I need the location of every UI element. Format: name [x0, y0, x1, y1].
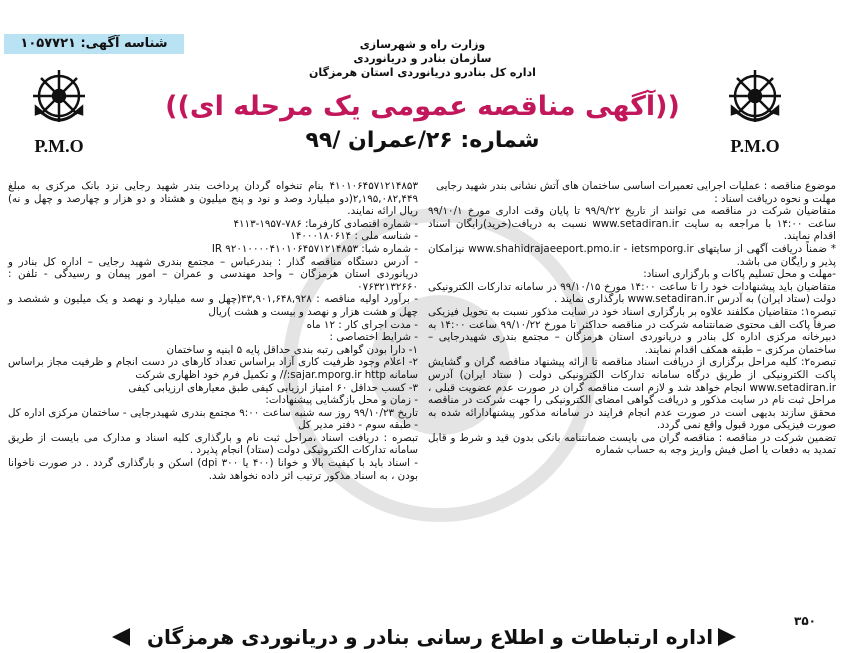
- left-paragraph: - مدت اجرای کار : ۱۲ ماه: [306, 318, 418, 331]
- tender-number: شماره: ۲۶/عمران /۹۹: [305, 128, 540, 153]
- ad-code-label: شناسه آگهی: ۱۰۵۷۷۲۱: [4, 34, 184, 54]
- right-paragraph: تبصره۱: متقاضیان مکلفند علاوه بر بارگزاری اسناد خود در سایت مذکور نسبت به تحویل فیزیکی صرفاً پاکت الف محتوی ضمانتنامه شرکت در مناقصه حداکثر تا مورخ ۹۹/۱۰/۲۲ ساعت ۱۴:۰۰ به دبیرخانه مرکزی اداره کل بنادر و دریانوردی استان هرمزگان – مجتمع بندری شهیدرجایی – ساختمان مرکزی – طبقه همکف اقدام نمایند.: [428, 305, 836, 356]
- organization-name: سازمان بنادر و دریانوردی: [353, 52, 492, 65]
- right-paragraph: موضوع مناقصه : عملیات اجرایی تعمیرات اساسی ساختمان های آتش نشانی بندر شهید رجایی: [436, 180, 836, 192]
- page-number: ۳۵۰: [794, 614, 816, 628]
- ad-title: ((آگهی مناقصه عمومی یک مرحله ای)): [165, 91, 680, 122]
- left-paragraph: - شرایط اختصاصی :: [329, 331, 418, 344]
- pmo-logo-right: [720, 60, 790, 160]
- right-paragraph: تبصره۲: کلیه مراحل برگزاری از دریافت اسناد مناقصه تا ارائه پیشنهاد مناقصه گران و گشایش پاکت الکترونیکی از طریق درگاه سامانه تدارکات الکترونیکی دولت ( ستاد ایران) آدرس www.setadiran.ir انجام خواهد شد و لازم است مناقصه گران در صورت عدم عضویت قبلی ، مراحل ثبت نام در سایت مذکور و دریافت گواهی امضای الکترونیکی را جهت شرکت در مناقصه محقق سازند بدیهی است در صورت عدم انجام فرایند در سامانه مذکور پیشنهادارائه شده به صورت فیزیکی مورد قبول واقع نمی گردد.: [428, 356, 836, 432]
- pmo-logo-text: P.M.O: [34, 136, 84, 156]
- right-paragraph: تضمین شرکت در مناقصه : مناقصه گران می بایست ضمانتنامه بانکی بدون قید و شرط و قابل تمدید به دفعات یا اصل فیش واریز وجه به حساب شماره: [428, 431, 836, 457]
- right-paragraph: -مهلت و محل تسلیم پاکات و بارگزاری اسناد:: [643, 268, 836, 281]
- left-paragraph: - زمان و محل بازگشایی پیشنهادات:: [265, 394, 418, 407]
- left-paragraph: - شماره اقتصادی کارفرما: ۷۸۶-۱۹۵۷-۴۱۱۳: [233, 217, 418, 230]
- triangle-left-icon: [110, 626, 132, 648]
- left-paragraph: ۳- کسب حداقل ۶۰ امتیاز ارزیابی کیفی طبق معیارهای ارزیابی کیفی: [128, 381, 418, 394]
- left-paragraph: - اسناد باید با کیفیت بالا و خوانا (۴۰۰ یا ۳۰۰ dpi) اسکن و بارگذاری گردد . در صورت ناخوانا بودن ، به اسناد مذکور ترتیب اثر داده نخواهد شد.: [8, 457, 418, 482]
- right-paragraph: متقاضیان باید پیشنهادات خود را تا ساعت ۱۴:۰۰ مورخ ۹۹/۱۰/۱۵ در سامانه تدارکات الکترونیکی دولت (ستاد ایران) به آدرس www.setadiran.ir بارگذاری نمایند .: [428, 280, 836, 306]
- left-paragraph: ۲- اعلام وجود ظرفیت کاری آزاد براساس تعداد کارهای در دست انجام و ظرفیت مجاز براساس سامانه sajar.mporg.ir http:// و تکمیل فرم خود اظهاری شرکت: [8, 356, 418, 381]
- right-column: [428, 180, 836, 457]
- anchor-wheel-icon: [33, 70, 85, 122]
- left-paragraph: - آدرس دستگاه مناقصه گذار : بندرعباس – مجتمع بندری شهید رجایی – اداره کل بنادر و دریانوردی استان هرمزگان – واحد مهندسی و عمران – امور پیمان و رسیدگی - تلفن : ۰۷۶۳۲۱۳۲۶۶۰: [8, 255, 418, 293]
- left-column: [8, 180, 418, 482]
- right-paragraph: * ضمناً دریافت آگهی از سایتهای www.shahidrajaeeport.pmo.ir - ietsmporg.ir نیزامکان پذیر و رایگان می باشد.: [428, 242, 836, 268]
- left-paragraph: ۴۱۰۱۰۶۴۵۷۱۲۱۴۸۵۳ بنام تنخواه گردان پرداخت بندر شهید رجایی نزد بانک مرکزی به مبلغ ۲,۱۹۵,۰۸۲,۴۴۹(دو میلیارد وصد و نود و پنج میلیون و هشتاد و دو هزار و چهارصد و چهل و نه) ریال ارائه نمایند.: [8, 180, 418, 218]
- footer-title: اداره ارتباطات و اطلاع رسانی بنادر و دریانوردی هرمزگان: [146, 625, 714, 649]
- right-paragraph: مهلت و نحوه دریافت اسناد :: [714, 192, 836, 205]
- pmo-logo-left: [24, 60, 94, 160]
- pmo-logo-text: P.M.O: [730, 136, 780, 156]
- left-paragraph: تاریخ ۹۹/۱۰/۲۳ روز سه شنبه ساعت ۹:۰۰ مجتمع بندری شهیدرجایی - ساختمان مرکزی اداره کل - طبقه سوم - دفتر مدیر کل: [8, 406, 418, 432]
- left-paragraph: - شماره شبا: IR ۹۲۰۱۰۰۰۰۴۱۰۱۰۶۴۵۷۱۲۱۴۸۵۳: [211, 242, 418, 255]
- right-paragraph: متقاضیان شرکت در مناقصه می توانند از تاریخ ۹۹/۹/۲۲ تا پایان وقت اداری مورخ ۹۹/۱۰/۱ ساعت ۱۴:۰۰ با مراجعه به سایت www.setadiran.ir نسبت به دریافت(خرید)رایگان اسناد اقدام نمایند.: [428, 205, 836, 243]
- left-paragraph: ۱- دارا بودن گواهی رتبه بندی حداقل پایه ۵ ابنیه و ساختمان: [166, 343, 418, 356]
- ministry-name: وزارت راه و شهرسازی: [359, 38, 486, 51]
- left-paragraph: تبصره : دریافت اسناد ،مراحل ثبت نام و بارگذاری کلیه اسناد و مدارک می بایست از طریق سامانه تدارکات الکترونیکی دولت (ستاد) انجام پذیرد .: [8, 431, 418, 457]
- left-paragraph: - برآورد اولیه مناقصه : ۴۳,۹۰۱,۶۴۸,۹۲۸(چهل و سه میلیارد و نهصد و یک میلیون و ششصد و چهل و هشت هزار و نهصد و بیست و هشت )ریال: [8, 293, 418, 318]
- left-paragraph: - شناسه ملی : ۱۴۰۰۰۱۸۰۶۱۴: [290, 230, 418, 243]
- department-name: اداره کل بنادرو دریانوردی استان هرمزگان: [309, 66, 536, 79]
- anchor-wheel-icon: [729, 70, 781, 122]
- issuer-header: [200, 38, 645, 80]
